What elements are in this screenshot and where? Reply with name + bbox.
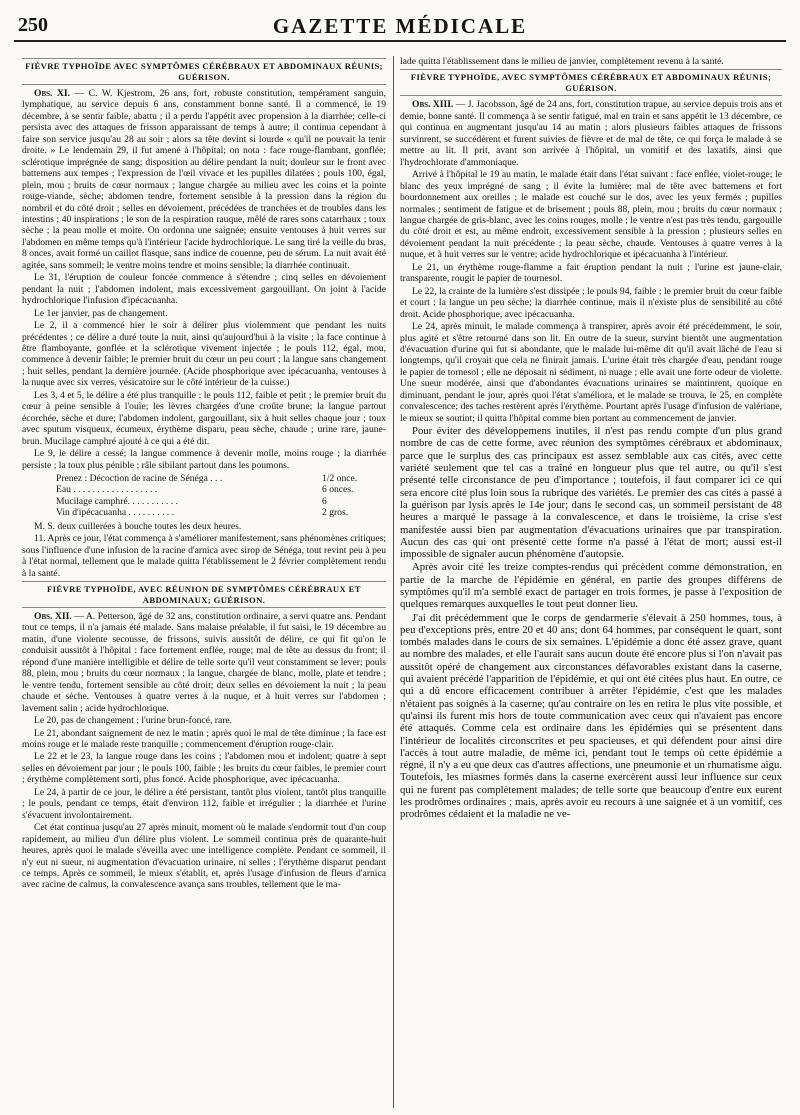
paragraph-jan-1: Le 1er janvier, pas de changement. bbox=[34, 307, 168, 319]
obs-11-label: Obs. XI. bbox=[34, 88, 71, 99]
obs-12-text: — A. Petterson, âgé de 32 ans, constitution ordinaire, a servi quatre ans. Pendant tout ce temps, il n'a jamais été malade. Sans malaise préalable, il fut saisi, le 19 décembre au matin, d'une violente secousse, de frissons, suivis aussitôt de délire, ce qui fit qu'on le conduisit aussitôt à l'hôpital : face fortement enflée, rouge; mal de tête au dessus du front; il répond d'une manière intelligible et délire de telle sorte qu'il veut constamment se lever; pouls 88, plein, mou ; bruits du cœur normaux ; la langue, chargée de blanc, molle, plate et tendre ; le ventre tendu, fortement sensible au côté droit; deux selles en dévoiement la nuit ; la peau chaude et sèche. Ventouses à quatre verres à la nuque, et à huit verres sur l'abdomen ; lavement salin ; acide hydrochlorique. bbox=[22, 611, 386, 714]
obs-12-label: Obs. XII. bbox=[34, 611, 72, 623]
paragraph-jai-dit: J'ai dit précédemment que le corps de gendarmerie s'élevait à 250 hommes, tous, à peu d'exceptions près, entre 20 et 40 ans; dont 64 hommes, par conséquent le quart, sont tombés malades dans le cours de six semaines. L'épidémie a donc été assez grave, quant au nombre des malades, et elle l'aurait sans aucun doute été encore plus si l'on n'avait pas aussitôt opéré de changement aux circonstances défavorables existant dans la caserne, qui avaient précédé l'apparition de l'épidémie, et qui ont été citées plus haut. En outre, ce qui a dû encore efficacement contribuer à arrêter l'épidémie, c'est que les malades n'étaient pas soignés à la caserne; qu'au contraire on les en retira le plus vite possible, et qu'ainsi ils furent mis hors de toute communication avec ceux qui n'avaient pas encore été attaqués. Comme cela est ordinaire dans les épidémies qui se présentent dans l'intérieur de localités circonscrites et peu spacieuses, et qui défendent pour ainsi dire l'accès à tout autre maladie, de même ici, pendant tout le temps où cette épidémie a régné, il n'y a eu que deux cas d'autres affections, une pneumonie et un rhumatisme aigu. Toutefois, les miasmes formés dans la caserne exercèrent aussi leur influence sur ceux qui ne furent pas complètement malades; de telle sorte que beaucoup d'entre eux eurent les prodrômes ordinaires ; mais, après avoir eu recours à une saignée et à un vomitif, ces prodrômes cédaient et la maladie ne ve- bbox=[400, 611, 782, 821]
paragraph-arrival: Arrivé à l'hôpital le 19 au matin, le malade était dans l'état suivant : face enflée, violet-rouge; le blanc des yeux imprégné de sang ; il évite la lumière; mal de tête avec battemens et fort bourdonnement aux oreilles ; le malade est couché sur le dos, avec les yeux fermés ; pupilles normales ; sentiment de fatigue et de brisement ; pouls 88, plein, mou ; bruits du cœur normaux ; langue chargée de gris-blanc, avec les coins rouges, molle ; le ventre n'est pas très tendu, gargouille du côté droit et est, au même endroit, excessivement sensible à la pression ; plusieurs selles en dévoiement pendant la nuit précédente ; la peau sèche, chaude. Ventouses à quatre verres à la nuque, et à huit verres sur le ventre; acide hydrochlorique et ipécacuanha à l'intérieur. bbox=[400, 169, 782, 261]
paragraph-24-right: Le 24, après minuit, le malade commença à transpirer, après avoir été précédemment, le soir, plus agité et s'être retourné dans son lit. En outre de la sueur, survint bientôt une augmentation d'évacuation d'urine qui fut si abondante, que le malade lui-même dit qu'il avait lâché de l'eau si longtemps, qu'il croyait que cela ne finirait jamais. L'urine était très chargée d'eau, pendant rouge le papier de tornesol ; elle ne déposait ni sédiment, ni nuage ; elle avait une forte odeur de violette. Une sueur modérée, ainsi que d'abondantes évacuations urinaires se maintinrent, quoique en diminuant, pendant le jour, après quoi l'état s'améliora, et le malade se trouva, le 25, en complète convalescence; des taches restèrent après l'érythème. Pourtant après l'usage d'infusion de valériane, le mieux se soutint; il quitta l'hôpital comme bien portant au commencement de janvier. bbox=[400, 321, 782, 424]
paragraph-21-right: Le 21, un érythème rouge-flamme a fait éruption pendant la nuit ; l'urine est jaune-clair, transparente, rougit le papier de tournesol. bbox=[400, 261, 782, 285]
paragraph-2: Le 2, il a commencé hier le soir à délirer plus violemment que pendant les nuits précédentes ; ce délire a duré toute la nuit, ainsi qu'aujourd'hui à la visite ; la face continue à être flamboyante, gonflée et la sclérotique vivement injectée ; le pouls 112, égal, mou, commence à devenir faible; le premier bruit du cœur un peu court ; la langue sans changement ; huit selles, pendant la dernière journée. (Acide phosphorique avec ipécacuanha, ventouses à la nuque avec six verres, vésicatoire sur le côté intérieur de la cuisse.) bbox=[22, 320, 386, 389]
prescription-line: Vin d'ipécacuanha . . . . . . . . . . 2 gros. bbox=[56, 507, 349, 519]
obs-12-paragraph bbox=[22, 611, 386, 714]
prescription-line: Mucilage camphré. . . . . . . . . . . 6 bbox=[56, 495, 327, 507]
prescription bbox=[56, 473, 386, 519]
paragraph-21: Le 21, abondant saignement de nez le matin ; après quoi le mal de tête diminue ; la face est moins rouge et le malade reste tranquille ; commencement d'éruption rouge-clair. bbox=[22, 727, 386, 751]
left-column bbox=[22, 56, 386, 1108]
obs-13-label: Obs. XIII. bbox=[412, 99, 454, 111]
obs-11-paragraph bbox=[22, 88, 386, 271]
paragraph-31: Le 31, l'éruption de couleur foncée commence à s'étendre ; cinq selles en dévoiement pendant la nuit ; l'abdomen indolent, mais excessivement gargouillant. On joint à l'acide hydrochlorique l'infusion d'ipécacuanha. bbox=[22, 272, 386, 307]
paragraph-22-23: Le 22 et le 23, la langue rouge dans les coins ; l'abdomen mou et indolent; quatre à sept selles en dévoiement par jour ; le pouls 100, faible ; les bruits du cœur faibles, le premier court ; érythème complètement sorti, plus foncé. Acide phosphorique, avec ipécacuanha. bbox=[22, 751, 386, 786]
right-column bbox=[400, 56, 782, 1108]
paragraph-pour-eviter: Pour éviter des développemens inutiles, il n'est pas rendu compte d'un plus grand nombre de cas de cette forme, avec réunion des symptômes cérébraux et abdominaux, parce que le surplus des cas principaux est assez semblable aux cas cités, avec cette variété seulement que tel cas a traîné en longueur plus que tel autre, ou qu'il s'est présenté telle circonstance de peu d'importance ; toutefois, il faut comparer ici ce qui sera encore cité plus loin sous la rubrique des variétés. Le premier des cas cités a passé à la guérison par lysis après le 14e jour; dans le second cas, un sommeil persistant de 48 heures a marqué le passage à la convalescence, et dans le troisième, la crise s'est manifestée aussi bien par augmentation d'évacuations urinaires que par transpiration. Aucun des cas qui ont présenté cette forme n'a passé à l'état de mort; aussi est-il impossible de signaler aucun phénomène d'autopsie. bbox=[400, 425, 782, 561]
paragraph-27: Cet état continua jusqu'au 27 après minuit, moment où le malade s'endormit tout d'un coup rapidement, au milieu d'un délire plus violent. Le sommeil continua près de quarante-huit heures, après quoi le malade s'éveilla avec une intelligence complète. Pendant ce sommeil, il n'y eut ni sueur, ni augmentation d'évacuation urinaire, ni selles ; l'érythème disparut pendant ce temps. Après ce sommeil, le mieux s'établit, et, après l'usage d'infusion de fleurs d'arnica avec racine de calmus, la convalescence avança sans troubles, tellement que le ma- bbox=[22, 822, 386, 891]
paragraph-3-4-5: Les 3, 4 et 5, le délire a été plus tranquille : le pouls 112, faible et petit ; le premier bruit du cœur à peine sensible à l'ouïe; les lèvres chargées d'une croûte brune; la langue partout écorchée, sèche et dure; l'abdomen indolent, gargouillant, six à huit selles chaque jour ; toux avec sputum visqueux, écumeux, érythème disparu, peau sèche, chaude ; urine rare, jaune-brun. Mucilage camphré ajouté à ce qui a été dit. bbox=[22, 389, 386, 447]
paragraph-22-right: Le 22, la crainte de la lumière s'est dissipée ; le pouls 94, faible ; le premier bruit du cœur faible et court ; la langue un peu sèche; la diarrhée continue, mais il n'existe plus de sensibilité au côté droit. Acide phosphorique, avec ipécacuanha. bbox=[400, 285, 782, 320]
paragraph-9: Le 9, le délire a cessé; la langue commence à devenir molle, moins rouge ; la diarrhée persiste ; la toux plus pénible ; râle sibilant partout dans les poumons. bbox=[22, 448, 386, 471]
paragraph-20: Le 20, pas de changement ; l'urine brun-foncé, rare. bbox=[34, 715, 233, 727]
paragraph-24: Le 24, à partir de ce jour, le délire a été persistant, tantôt plus violent, tantôt plus tranquille ; le pouls, pendant ce temps, était d'environ 112, faible et irrégulier ; la diarrhée et l'urine s'évacuent involontairement. bbox=[22, 786, 386, 821]
section-heading-obs12: FIÈVRE TYPHOÏDE, AVEC RÉUNION DE SYMPTÔMES CÉRÉBRAUX ET ABDOMINAUX; GUÉRISON. bbox=[22, 581, 386, 608]
prescription-line: Eau . . . . . . . . . . . . . . . . . . 6 onces. bbox=[56, 484, 354, 496]
section-heading-obs11: FIÈVRE TYPHOÏDE AVEC SYMPTÔMES CÉRÉBRAUX ET ABDOMINAUX RÉUNIS; GUÉRISON. bbox=[22, 58, 386, 85]
prescription-instructions: M. S. deux cuillerées à bouche toutes les deux heures. bbox=[34, 520, 242, 532]
section-heading-obs13: FIÈVRE TYPHOÏDE, AVEC SYMPTÔMES CÉRÉBRAUX ET ABDOMINAUX RÉUNIS; GUÉRISON. bbox=[400, 69, 782, 96]
column-divider bbox=[393, 56, 394, 1108]
obs-11-text: — C. W. Kjestrom, 26 ans, fort, robuste constitution, tempérament sanguin, lymphatique, au service depuis 6 ans, constamment bonne santé. Il a commencé, le 19 décembre, à se sentir faible, abattu ; il a perdu l'appétit avec propension à la diarrhée; celle-ci persista avec des attaques de frisson apparaissant de temps à autre; il continua cependant à faire son service jusqu'au 28 au soir ; alors sa tête devint si lourde « qu'il ne pouvait la tenir droite. » Le lendemain 29, il fut amené à l'hôpital; on nota : face rouge-flambant, gonflée; sclérotique imprégnée de sang; disposition au délire pendant la nuit; douleur sur le front avec battemens aux tempes ; l'expression de l'œil vivace et les pupilles dilatées ; pouls 100, égal, plein, mou ; bruits de cœur normaux ; langue chargée au milieu avec les coins et la pointe rouge-viande, sèche; abdomen tendre, fortement sensible à la pression dans la région du nombril et du côté droit ; selles en dévoiement, précédées de tranchées et de troubles dans les intestins ; 40 inspirations ; le son de la respiration rauque, mêlé de rares sons catarrhaux ; toux sèche ; la peau molle et moite. On ordonna une saignée; ensuite ventouses à huit verres sur l'abdomen en même temps qu'à l'intérieur l'acide hydrochlorique. Le sang tiré la veille du bras, 8 onces, avait formé un caillot flasque, sans indice de couenne, peu de sérum. La nuit avait été agitée, sans sommeil; le ventre moins tendre et moins sensible; la diarrhée continuait. bbox=[22, 88, 386, 271]
obs-13-text: — J. Jacobsson, âgé de 24 ans, fort, constitution trapue, au service depuis trois ans et demie, bonne santé. Il commença à se sentir fatigué, mal en train et sans appétit le 13 décembre, ce qui continua en augmentant jusqu'au 14 au matin ; alors plusieurs faibles attaques de frissons survinrent, se succédèrent et furent suivies de fièvre et de mal de tête, ce qui força le malade à se mettre au lit. Il prit, avant son arrivée à l'hôpital, un vomitif et des laxatifs, ainsi que l'hydrochlorate d'ammoniaque. bbox=[400, 99, 782, 168]
page-number: 250 bbox=[18, 14, 48, 36]
obs-13-paragraph bbox=[400, 99, 782, 168]
prescription-line: Prenez : Décoction de racine de Sénéga . . . 1/2 once. bbox=[56, 472, 358, 484]
paragraph-11: 11. Après ce jour, l'état commença à s'améliorer manifestement, sans phénomènes critiques; sous l'influence d'une infusion de la racine d'arnica avec sirop de Sénéga, tout revint peu à peu à l'état normal, tellement que le malade quitta l'établissement le 2 février complètement rendu à la santé. bbox=[22, 533, 386, 579]
paragraph-continuation: lade quitta l'établissement dans le milieu de janvier, complètement revenu à la santé. bbox=[400, 56, 724, 67]
paragraph-apres-avoir: Après avoir cité les treize comptes-rendus qui précèdent comme démonstration, en partie de la marche de l'épidémie en général, en partie des groupes différens de symptômes qu'il m'a semblé exact de partager en trois formes, je passe à l'exposition de quelques remarques auxquelles le tout peut donner lieu. bbox=[400, 561, 782, 611]
running-title: GAZETTE MÉDICALE bbox=[272, 14, 528, 38]
page-header bbox=[14, 14, 786, 42]
